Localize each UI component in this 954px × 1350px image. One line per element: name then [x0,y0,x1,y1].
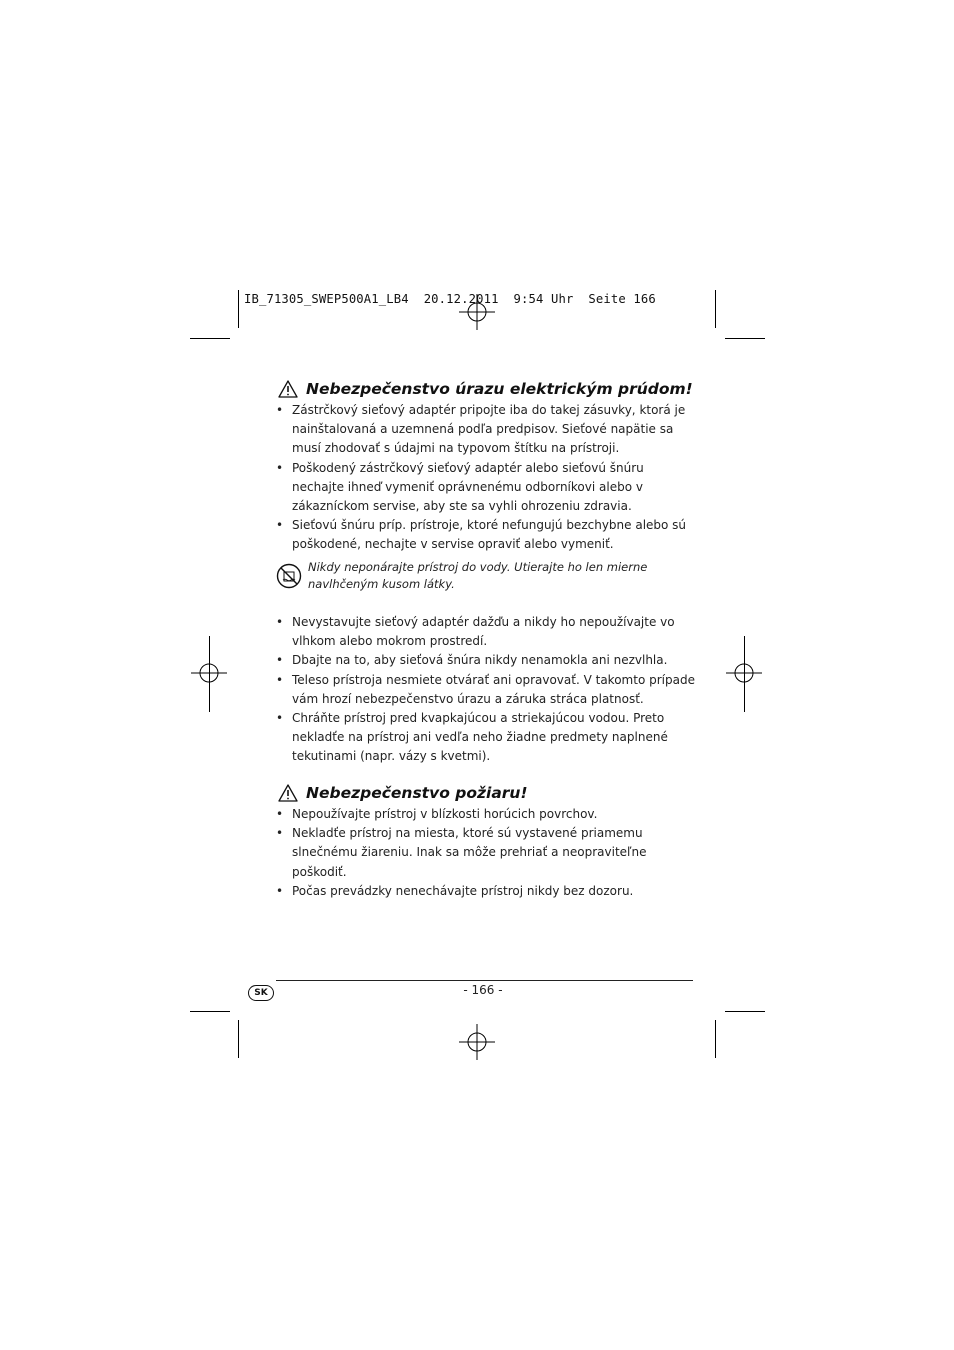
warning-triangle-icon [278,380,298,398]
list-item: • Sieťovú šnúru príp. prístroje, ktoré nefungujú bezchybne alebo sú poškodené, nechajte v servise opraviť alebo vymeniť. [276,516,696,554]
bullet-list-fire [276,805,696,901]
list-item: • Zástrčkový sieťový adaptér pripojte iba do takej zásuvky, ktorá je nainštalovaná a uzemnená podľa predpisov. Sieťové napätie sa musí zhodovať s údajmi na typovom štítku na prístroji. [276,401,696,459]
section-title-fire [278,784,528,802]
list-item: • Chráňte prístroj pred kvapkajúcou a striekajúcou vodou. Preto nekladťe na prístroj ani vedľa neho žiadne predmety naplnené tekutinami (napr. vázy s kvetmi). [276,709,696,767]
crop-mark [715,1020,716,1058]
list-item: • Nevystavujte sieťový adaptér dažďu a nikdy ho nepoužívajte vo vlhkom alebo mokrom prostredí. [276,613,696,651]
crop-mark [238,1020,239,1058]
crop-mark [190,338,230,339]
crop-mark [744,636,745,712]
print-slug: IB_71305_SWEP500A1_LB4 20.12.2011 9:54 Uhr Seite 166 [244,292,656,306]
crop-mark [238,290,239,328]
language-badge: SK [248,985,274,1001]
crop-mark [715,290,716,328]
list-item: • Poškodený zástrčkový sieťový adaptér alebo sieťovú šnúru nechajte ihneď vymeniť oprávnenému odborníkovi alebo v zákazníckom servise, aby ste sa vyhli ohrozeniu zdravia. [276,459,696,517]
crop-mark [725,338,765,339]
bullet-list-electric [276,401,696,555]
list-item: • Počas prevádzky nenechávajte prístroj nikdy bez dozoru. [276,882,696,901]
registration-mark-icon [459,1024,495,1060]
note-no-immersion [276,559,696,593]
crop-mark [209,636,210,712]
list-item: • Nekladťe prístroj na miesta, ktoré sú vystavené priamemu slnečnému žiareniu. Inak sa môže prehriať a neopraviteľne poškodiť. [276,824,696,882]
section-title-text: Nebezpečenstvo požiaru! [306,784,528,802]
no-immersion-icon [276,563,302,589]
warning-triangle-icon [278,784,298,802]
list-item: • Teleso prístroja nesmiete otvárať ani opravovať. V takomto prípade vám hrozí nebezpečenstvo úrazu a záruka stráca platnosť. [276,671,696,709]
footer-rule [276,980,693,981]
section-title-text: Nebezpečenstvo úrazu elektrickým prúdom! [306,380,693,398]
list-item: • Nepoužívajte prístroj v blízkosti horúcich povrchov. [276,805,696,824]
section-title-electric [278,380,693,398]
page-number: - 166 - [463,983,503,997]
crop-mark [190,1011,230,1012]
bullet-list-electric-2 [276,613,696,767]
crop-mark [725,1011,765,1012]
list-item: • Dbajte na to, aby sieťová šnúra nikdy nenamokla ani nezvlhla. [276,651,696,670]
note-text: Nikdy neponárajte prístroj do vody. Utierajte ho len mierne navlhčeným kusom látky. [308,560,648,591]
